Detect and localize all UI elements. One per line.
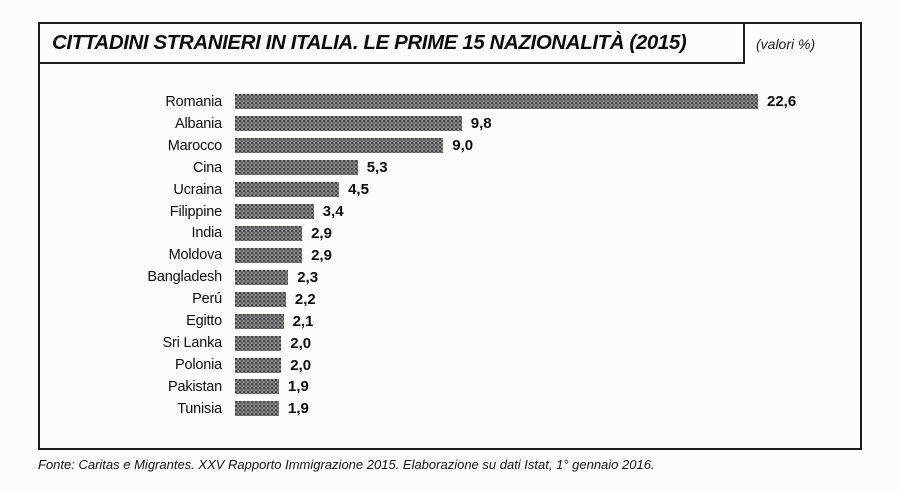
chart-title: CITTADINI STRANIERI IN ITALIA. LE PRIME 15 NAZIONALITÀ (2015) <box>52 31 687 54</box>
category-label: Ucraina <box>173 181 222 198</box>
category-label: Egitto <box>186 313 222 330</box>
bar <box>235 336 281 351</box>
bar <box>235 401 279 416</box>
value-label: 22,6 <box>767 93 797 111</box>
bar-row <box>40 244 850 266</box>
category-label: Cina <box>192 159 222 176</box>
bar <box>235 314 284 329</box>
bar-row <box>40 332 850 354</box>
bar <box>235 116 462 131</box>
category-label: Tunisia <box>177 400 222 417</box>
bar-row <box>40 179 850 201</box>
chart-title-box <box>38 22 745 64</box>
value-label: 2,0 <box>290 356 312 374</box>
value-label: 5,3 <box>366 159 388 177</box>
bar-row <box>40 201 850 223</box>
category-label: Polonia <box>175 357 222 374</box>
bar-row <box>40 113 850 135</box>
value-label: 2,9 <box>311 246 332 264</box>
category-label: Marocco <box>167 137 222 154</box>
bar <box>235 270 288 285</box>
category-label: Moldova <box>168 247 222 264</box>
value-label: 1,9 <box>288 400 309 418</box>
value-label: 3,4 <box>322 203 344 221</box>
value-label: 9,8 <box>470 115 492 133</box>
value-label: 9,0 <box>452 137 474 155</box>
bar-row <box>40 376 850 398</box>
category-label: Sri Lanka <box>162 335 222 352</box>
category-label: Pakistan <box>167 378 222 395</box>
bar-rows <box>40 91 850 420</box>
value-label: 4,5 <box>348 181 369 199</box>
bar-row <box>40 266 850 288</box>
bar <box>235 182 339 197</box>
unit-note: (valori %) <box>756 36 816 52</box>
bar <box>235 358 281 373</box>
category-label: Filippine <box>169 203 222 220</box>
value-label: 1,9 <box>288 378 309 396</box>
bar <box>235 379 279 394</box>
bar-row <box>40 157 850 179</box>
category-label: Albania <box>175 115 222 132</box>
bar <box>235 292 286 307</box>
bar <box>235 226 302 241</box>
category-label: Bangladesh <box>147 269 222 286</box>
bar-row <box>40 91 850 113</box>
bar-row <box>40 354 850 376</box>
bar-row <box>40 288 850 310</box>
bar-row <box>40 223 850 245</box>
bar-row <box>40 135 850 157</box>
value-label: 2,0 <box>290 334 312 352</box>
bar-row <box>40 310 850 332</box>
bar <box>235 204 314 219</box>
value-label: 2,3 <box>297 268 319 286</box>
bar <box>235 94 758 109</box>
category-label: Perú <box>192 291 222 308</box>
bar <box>235 138 443 153</box>
category-label: India <box>191 225 222 242</box>
bar <box>235 160 358 175</box>
value-label: 2,2 <box>294 290 316 308</box>
source-note: Fonte: Caritas e Migrantes. XXV Rapporto Immigrazione 2015. Elaborazione su dati Istat, 1° gennaio 2016. <box>38 457 655 472</box>
category-label: Romania <box>165 93 222 110</box>
bar <box>235 248 302 263</box>
value-label: 2,9 <box>311 224 332 242</box>
bar-row <box>40 398 850 420</box>
value-label: 2,1 <box>292 312 314 330</box>
